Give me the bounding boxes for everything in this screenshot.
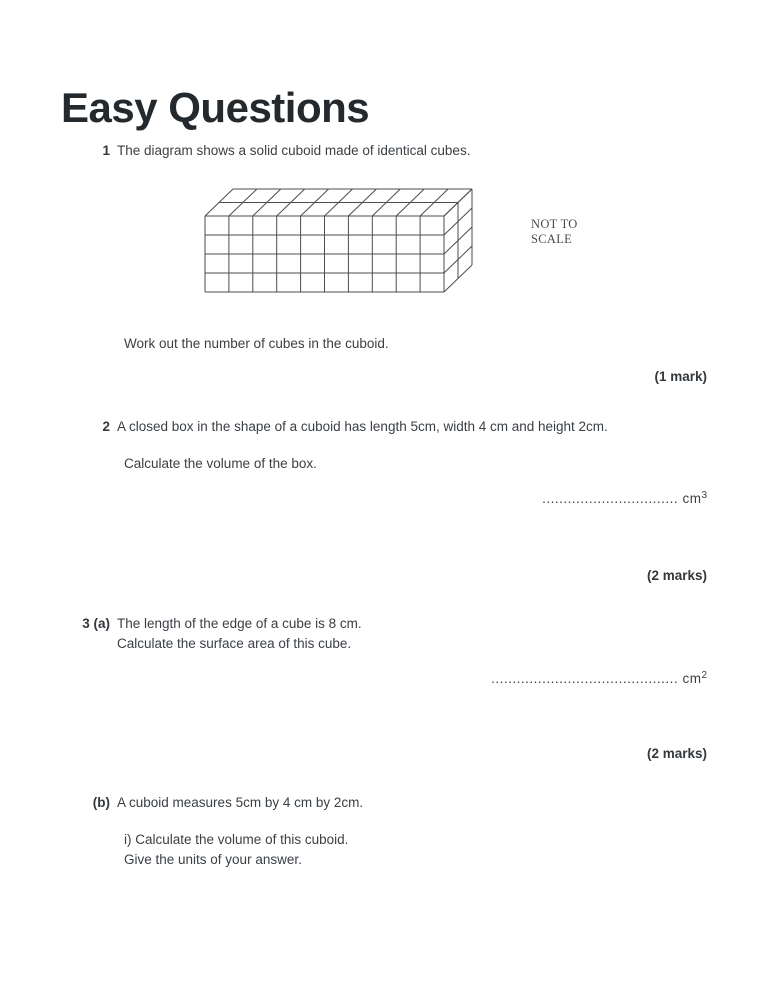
- question-3b: [61, 793, 707, 813]
- question-text: The diagram shows a solid cuboid made of identical cubes.: [117, 143, 471, 158]
- question-text-line2: Calculate the surface area of this cube.: [117, 636, 352, 651]
- question-2-prompt: Calculate the volume of the box.: [124, 456, 317, 471]
- question-2-answer-line: [542, 491, 707, 506]
- answer-unit: cm: [678, 491, 702, 506]
- not-to-scale-line1: NOT TO: [531, 217, 578, 231]
- answer-dots: ................................: [542, 491, 679, 506]
- answer-exponent: 2: [701, 670, 707, 681]
- cuboid-wireframe: [198, 186, 488, 300]
- question-3b-sub: [124, 830, 348, 869]
- question-3b-sub2: Give the units of your answer.: [124, 851, 302, 867]
- question-1: [61, 141, 707, 161]
- question-text: A closed box in the shape of a cuboid has length 5cm, width 4 cm and height 2cm.: [117, 419, 608, 434]
- question-1-marks: (1 mark): [654, 369, 707, 384]
- not-to-scale-line2: SCALE: [531, 231, 573, 246]
- question-2: [61, 417, 707, 437]
- question-number: 2: [102, 419, 110, 434]
- question-2-marks: (2 marks): [646, 568, 707, 583]
- question-number: 3 (a): [82, 616, 110, 631]
- question-3a-answer-line: [491, 671, 707, 686]
- question-number: (b): [92, 795, 110, 810]
- question-text: [117, 614, 707, 654]
- question-text-line1: The length of the edge of a cube is 8 cm.: [117, 616, 362, 631]
- question-number: 1: [102, 143, 110, 158]
- cuboid-diagram: [198, 186, 488, 300]
- answer-unit: cm: [678, 671, 702, 686]
- question-text: A cuboid measures 5cm by 4 cm by 2cm.: [117, 795, 364, 810]
- not-to-scale-label: [531, 217, 578, 246]
- question-3a-marks: (2 marks): [646, 746, 707, 761]
- page-title: Easy Questions: [61, 84, 370, 132]
- answer-exponent: 3: [701, 490, 707, 501]
- question-1-prompt: Work out the number of cubes in the cuboid.: [124, 336, 389, 351]
- question-3a: [61, 614, 707, 654]
- answer-dots: ............................................: [491, 671, 679, 686]
- question-3b-sub1: i) Calculate the volume of this cuboid.: [124, 832, 349, 847]
